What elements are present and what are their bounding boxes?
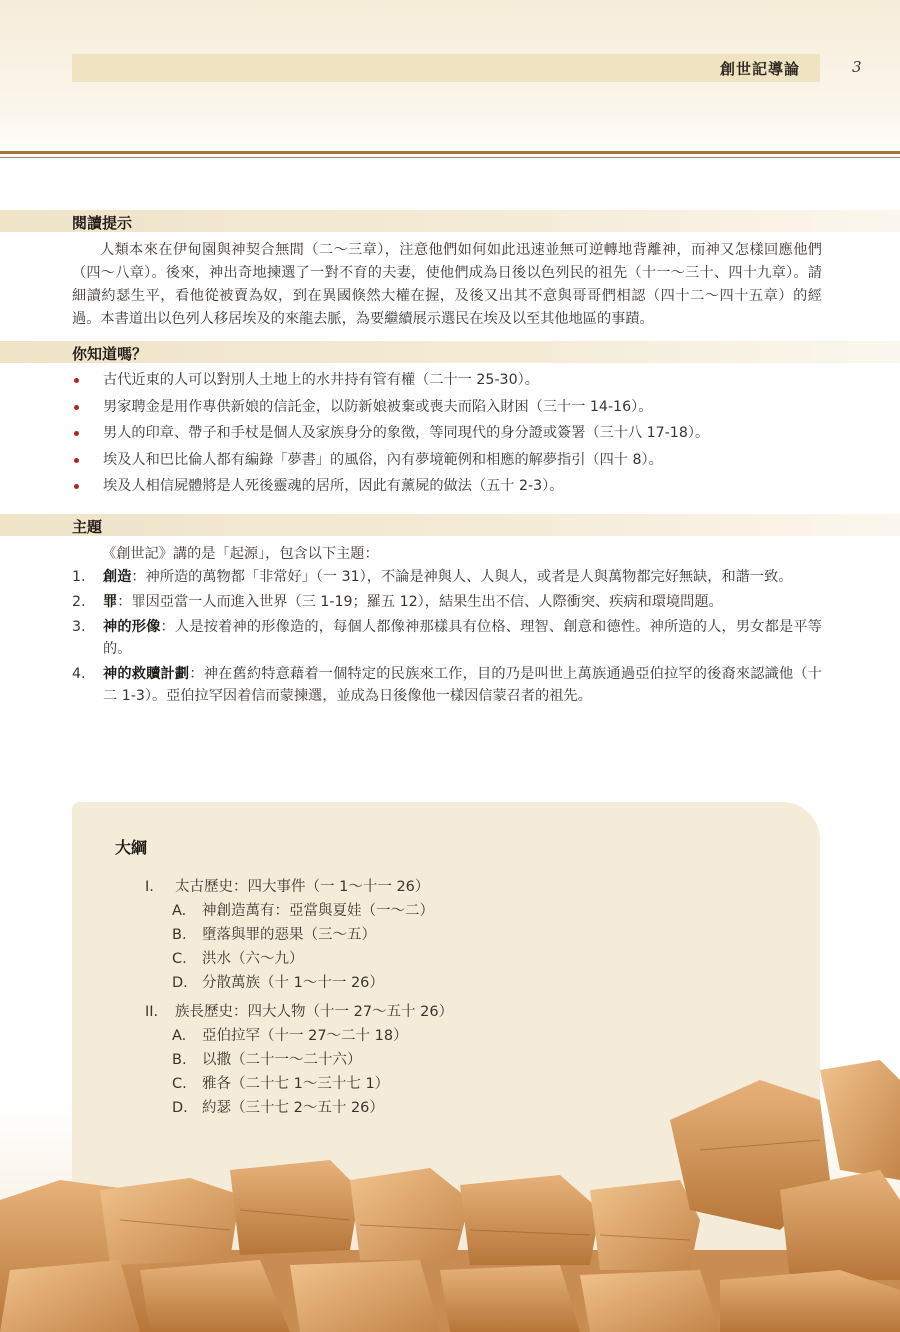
theme-item: 2. 罪：罪因亞當一人而進入世界（三 1-19；羅五 12），結果生出不信、人際衝突、疾病和環境問題。	[72, 594, 723, 610]
theme-keyword: 創造	[103, 569, 132, 585]
header-rule-thin	[0, 157, 900, 158]
reading-tips-paragraph: 人類本來在伊甸園與神契合無間（二～三章），注意他們如何如此迅速並無可逆轉地背離神，而神又怎樣回應他們（四～八章）。後來，神出奇地揀選了一對不育的夫妻，使他們成為日後以色列民的祖先（十一～三十、四十九章）。請細讀約瑟生平，看他從被賣為奴，到在異國倏然大權在握，及後又出其不意與哥哥們相認（四十二～四十五章）的經過。本書道出以色列人移居埃及的來龍去脈，為要繼續展示選民在埃及以至其他地區的事蹟。	[72, 242, 822, 327]
outline-section-2: II. 族長歷史：四大人物（十一 27～五十 26）	[145, 1004, 454, 1020]
stone-wall-image	[0, 1060, 900, 1332]
list-item: 男家聘金是用作專供新娘的信託金，以防新娘被棄或喪夫而陷入財困（三十一 14-16）。	[72, 396, 822, 423]
bullet-icon	[74, 431, 79, 436]
themes-list	[72, 566, 822, 710]
outline-item: A. 亞伯拉罕（十一 27～二十 18）	[172, 1028, 408, 1044]
reading-tips-heading: 閱讀提示	[72, 214, 133, 232]
outline-item: A. 神創造萬有：亞當與夏娃（一～二）	[172, 903, 434, 919]
page-number: 3	[852, 58, 862, 76]
theme-item: 1. 創造：神所造的萬物都「非常好」（一 31），不論是神與人、人與人，或者是人與萬物都完好無缺，和諧一致。	[72, 569, 793, 585]
list-item: 埃及人和巴比倫人都有編錄「夢書」的風俗，內有夢境範例和相應的解夢指引（四十 8）。	[72, 449, 822, 476]
outline-heading: 大綱	[115, 838, 148, 857]
theme-keyword: 罪	[103, 594, 118, 610]
list-item: 埃及人相信屍體將是人死後靈魂的居所，因此有薰屍的做法（五十 2-3）。	[72, 475, 822, 502]
themes-intro: 《創世記》講的是「起源」，包含以下主題：	[102, 546, 379, 562]
outline-item: C. 雅各（二十七 1～三十七 1）	[172, 1076, 390, 1092]
theme-item: 3. 神的形像：人是按着神的形像造的，每個人都像神那樣具有位格、理智、創意和德性。神所造的人，男女都是平等的。	[72, 619, 822, 657]
bullet-icon	[74, 405, 79, 410]
themes-bar	[0, 514, 900, 536]
outline-item: D. 約瑟（三十七 2～五十 26）	[172, 1100, 384, 1116]
header-band	[72, 54, 820, 82]
header-rule	[0, 151, 900, 154]
bullet-icon	[74, 458, 79, 463]
list-item: 古代近東的人可以對別人土地上的水井持有管有權（二十一 25-30）。	[72, 369, 822, 396]
theme-item: 4. 神的救贖計劃：神在舊約特意藉着一個特定的民族來工作，目的乃是叫世上萬族通過亞伯拉罕的後裔來認識他（十二 1-3）。亞伯拉罕因着信而蒙揀選，並成為日後像他一樣因信蒙召者的祖先。	[72, 666, 822, 704]
bullet-icon	[74, 378, 79, 383]
list-item: 男人的印章、帶子和手杖是個人及家族身分的象徵，等同現代的身分證或簽署（三十八 17-18）。	[72, 422, 822, 449]
bullet-icon	[74, 484, 79, 489]
outline-item: B. 墮落與罪的惡果（三～五）	[172, 927, 376, 943]
outline-section-1: I. 太古歷史：四大事件（一 1～十一 26）	[145, 879, 430, 895]
running-header-title: 創世記導論	[719, 60, 800, 78]
outline-item: C. 洪水（六～九）	[172, 951, 304, 967]
themes-heading: 主題	[72, 518, 103, 536]
did-you-know-heading: 你知道嗎？	[72, 345, 148, 363]
outline-item: B. 以撒（二十一～二十六）	[172, 1052, 362, 1068]
outline-item: D. 分散萬族（十 1～十一 26）	[172, 975, 384, 991]
theme-keyword: 神的形像	[103, 619, 161, 635]
reading-tips-bar	[0, 210, 900, 232]
did-you-know-list	[72, 369, 822, 502]
theme-keyword: 神的救贖計劃	[103, 666, 190, 682]
